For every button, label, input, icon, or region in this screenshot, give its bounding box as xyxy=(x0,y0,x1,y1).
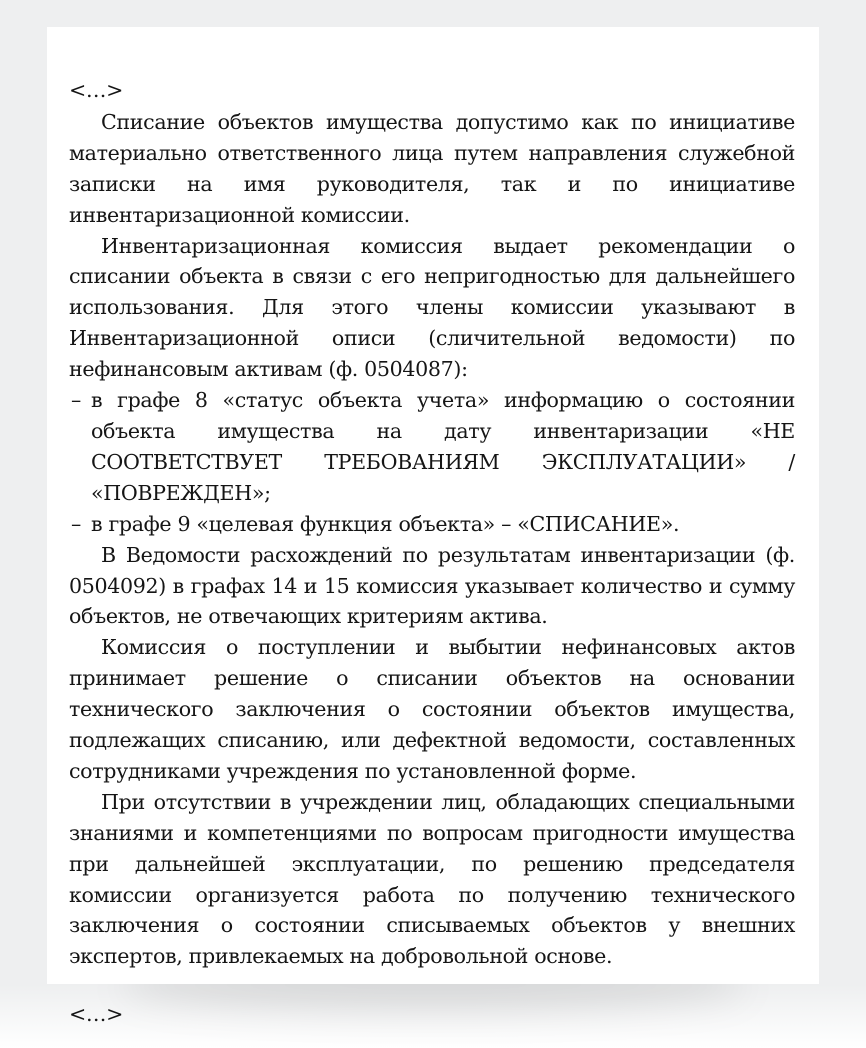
list-item xyxy=(69,385,795,509)
list-item-text: в графе 8 «статус объекта учета» информацию о состоянии объекта имущества на дату инвентаризации «НЕ СООТВЕТСТВУЕТ ТРЕБОВАНИЯМ ЭКСПЛУАТАЦИИ» / «ПОВРЕЖДЕН»; xyxy=(91,388,795,505)
paragraph-discrepancy-statement: В Ведомости расхождений по результатам инвентаризации (ф. 0504092) в графах 14 и 15 комиссия указывает количество и сумму объектов, не отвечающих критериям актива. xyxy=(69,542,795,629)
list-dash: – xyxy=(71,388,81,413)
omission-marker-bottom: <…> xyxy=(69,1002,124,1027)
inventory-columns-list xyxy=(69,385,795,540)
paragraph-write-off-initiative: Списание объектов имущества допустимо как по инициативе материально ответственного лица путем направления служебной записки на имя руководителя, так и по инициативе инвентаризационной комиссии. xyxy=(69,109,795,227)
list-dash: – xyxy=(71,511,81,536)
paragraph-commission-decision: Комиссия о поступлении и выбытии нефинансовых актов принимает решение о списании объектов на основании технического заключения о состоянии объектов имущества, подлежащих списанию, или дефектной ведомости, составленных сотрудниками учреждения по установленной форме. xyxy=(69,635,795,783)
paragraph-external-experts: При отсутствии в учреждении лиц, обладающих специальными знаниями и компетенциями по вопросам пригодности имущества при дальнейшей эксплуатации, по решению председателя комиссии организуется работа по получению технического заключения о состоянии списываемых объектов у внешних экспертов, привлекаемых на добровольной основе. xyxy=(69,789,795,969)
document-page xyxy=(47,27,819,1027)
omission-marker-top: <…> xyxy=(69,78,124,102)
list-item xyxy=(69,509,795,540)
list-item-text: в графе 9 «целевая функция объекта» – «СПИСАНИЕ». xyxy=(91,511,680,536)
paragraph-inventory-commission: Инвентаризационная комиссия выдает рекомендации о списании объекта в связи с его непригодностью для дальнейшего использования. Для этого члены комиссии указывают в Инвентаризационной описи (сличительной ведомости) по нефинансовым активам (ф. 0504087): xyxy=(69,233,795,382)
